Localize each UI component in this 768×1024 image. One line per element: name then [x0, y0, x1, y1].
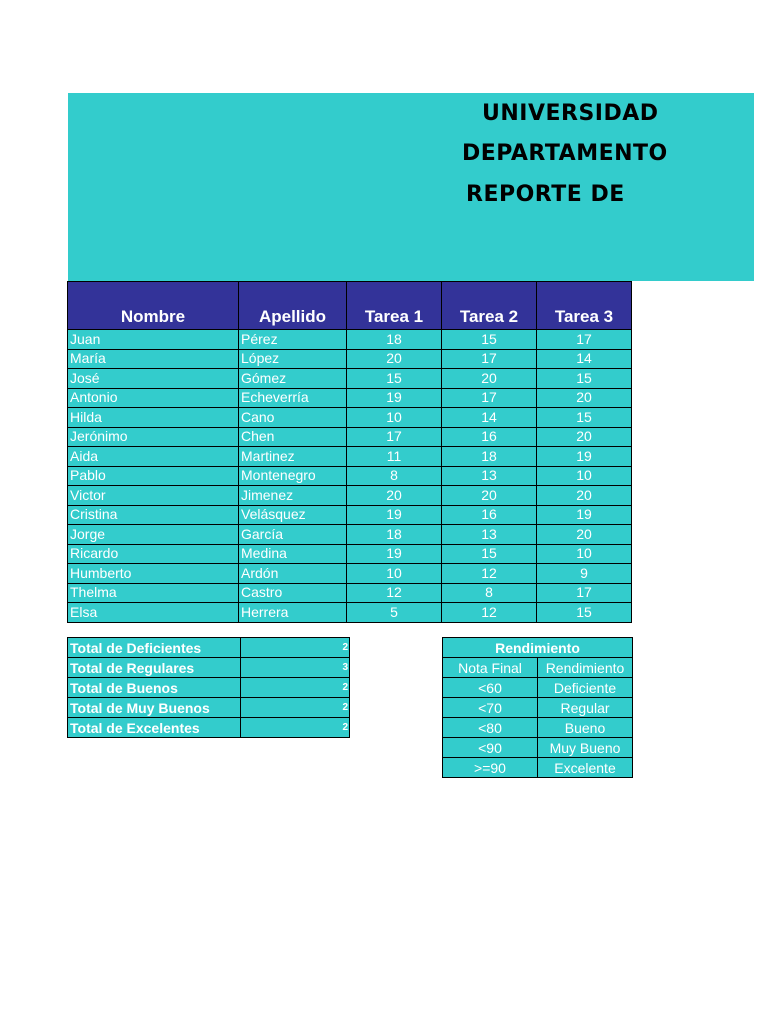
rendimiento-level: Bueno	[538, 718, 633, 738]
rendimiento-row	[443, 758, 633, 778]
table-cell-tarea-2: 20	[442, 486, 537, 506]
grades-body	[68, 330, 632, 623]
table-row	[68, 447, 632, 467]
table-cell-tarea-3: 10	[537, 466, 632, 486]
table-row	[68, 427, 632, 447]
table-cell-apellido: Martinez	[239, 447, 347, 467]
table-cell-nombre: Juan	[68, 330, 239, 350]
totals-label: Total de Deficientes	[68, 638, 241, 658]
totals-label: Total de Muy Buenos	[68, 698, 241, 718]
table-cell-tarea-1: 10	[347, 408, 442, 428]
table-cell-tarea-1: 18	[347, 525, 442, 545]
table-cell-apellido: Medina	[239, 544, 347, 564]
table-cell-tarea-1: 20	[347, 349, 442, 369]
table-cell-tarea-3: 20	[537, 486, 632, 506]
table-cell-nombre: José	[68, 369, 239, 389]
table-cell-tarea-1: 8	[347, 466, 442, 486]
totals-label: Total de Buenos	[68, 678, 241, 698]
table-cell-tarea-3: 20	[537, 427, 632, 447]
title-banner	[68, 93, 754, 281]
table-row	[68, 603, 632, 623]
rendimiento-nota: >=90	[443, 758, 538, 778]
table-cell-apellido: López	[239, 349, 347, 369]
rendimiento-row	[443, 698, 633, 718]
table-cell-apellido: Pérez	[239, 330, 347, 350]
totals-value: 2	[241, 638, 350, 658]
rendimiento-nota: <80	[443, 718, 538, 738]
table-row	[68, 486, 632, 506]
table-row	[68, 525, 632, 545]
table-cell-tarea-3: 19	[537, 447, 632, 467]
rendimiento-header-row	[443, 658, 633, 678]
table-cell-apellido: Echeverría	[239, 388, 347, 408]
title-report: REPORTE DE	[466, 182, 625, 207]
rendimiento-header-nota: Nota Final	[443, 658, 538, 678]
table-cell-tarea-2: 17	[442, 388, 537, 408]
table-cell-apellido: Castro	[239, 583, 347, 603]
totals-label: Total de Regulares	[68, 658, 241, 678]
table-cell-tarea-3: 15	[537, 408, 632, 428]
totals-label: Total de Excelentes	[68, 718, 241, 738]
rendimiento-title-row	[443, 638, 633, 658]
table-cell-tarea-3: 15	[537, 369, 632, 389]
table-cell-nombre: Antonio	[68, 388, 239, 408]
table-row	[68, 330, 632, 350]
table-cell-tarea-2: 18	[442, 447, 537, 467]
totals-value: 2	[241, 718, 350, 738]
rendimiento-row	[443, 678, 633, 698]
table-cell-nombre: Pablo	[68, 466, 239, 486]
table-row	[68, 505, 632, 525]
rendimiento-level: Muy Bueno	[538, 738, 633, 758]
title-department: DEPARTAMENTO	[462, 141, 668, 166]
table-cell-tarea-3: 20	[537, 388, 632, 408]
column-header-apellido: Apellido	[239, 282, 347, 330]
rendimiento-level: Regular	[538, 698, 633, 718]
table-cell-tarea-3: 17	[537, 583, 632, 603]
rendimiento-title: Rendimiento	[443, 638, 633, 658]
table-cell-tarea-2: 13	[442, 466, 537, 486]
table-cell-tarea-1: 10	[347, 564, 442, 584]
rendimiento-level: Deficiente	[538, 678, 633, 698]
table-cell-nombre: María	[68, 349, 239, 369]
table-cell-tarea-2: 14	[442, 408, 537, 428]
table-row	[68, 369, 632, 389]
totals-value: 2	[241, 698, 350, 718]
table-cell-tarea-3: 17	[537, 330, 632, 350]
title-clip	[68, 93, 668, 281]
rendimiento-body	[443, 678, 633, 778]
title-university: UNIVERSIDAD	[482, 101, 659, 126]
table-cell-tarea-2: 16	[442, 427, 537, 447]
totals-row	[68, 698, 350, 718]
table-cell-tarea-2: 13	[442, 525, 537, 545]
table-cell-tarea-2: 17	[442, 349, 537, 369]
table-cell-tarea-3: 9	[537, 564, 632, 584]
table-cell-nombre: Victor	[68, 486, 239, 506]
table-cell-nombre: Cristina	[68, 505, 239, 525]
rendimiento-nota: <90	[443, 738, 538, 758]
table-cell-tarea-3: 20	[537, 525, 632, 545]
table-cell-tarea-2: 15	[442, 330, 537, 350]
table-cell-apellido: Jimenez	[239, 486, 347, 506]
column-header-tarea-2: Tarea 2	[442, 282, 537, 330]
table-cell-tarea-3: 14	[537, 349, 632, 369]
table-cell-apellido: García	[239, 525, 347, 545]
table-cell-tarea-3: 19	[537, 505, 632, 525]
totals-body	[68, 638, 350, 738]
rendimiento-row	[443, 738, 633, 758]
table-cell-apellido: Herrera	[239, 603, 347, 623]
rendimiento-header-rendimiento: Rendimiento	[538, 658, 633, 678]
table-cell-tarea-1: 11	[347, 447, 442, 467]
table-cell-tarea-1: 19	[347, 544, 442, 564]
table-row	[68, 583, 632, 603]
table-cell-nombre: Jerónimo	[68, 427, 239, 447]
table-cell-tarea-1: 12	[347, 583, 442, 603]
rendimiento-level: Excelente	[538, 758, 633, 778]
table-row	[68, 466, 632, 486]
table-cell-tarea-2: 12	[442, 564, 537, 584]
table-cell-tarea-1: 18	[347, 330, 442, 350]
table-row	[68, 408, 632, 428]
table-cell-tarea-1: 5	[347, 603, 442, 623]
totals-row	[68, 658, 350, 678]
grades-header-row	[68, 282, 632, 330]
table-cell-tarea-2: 16	[442, 505, 537, 525]
rendimiento-row	[443, 718, 633, 738]
table-cell-nombre: Elsa	[68, 603, 239, 623]
rendimiento-table	[442, 637, 633, 778]
totals-row	[68, 638, 350, 658]
table-cell-apellido: Ardón	[239, 564, 347, 584]
column-header-tarea-3: Tarea 3	[537, 282, 632, 330]
table-cell-tarea-2: 12	[442, 603, 537, 623]
table-cell-apellido: Velásquez	[239, 505, 347, 525]
table-cell-tarea-1: 19	[347, 505, 442, 525]
table-row	[68, 388, 632, 408]
table-cell-nombre: Jorge	[68, 525, 239, 545]
table-row	[68, 544, 632, 564]
table-cell-tarea-1: 15	[347, 369, 442, 389]
table-cell-apellido: Chen	[239, 427, 347, 447]
totals-row	[68, 718, 350, 738]
totals-value: 3	[241, 658, 350, 678]
totals-table	[67, 637, 350, 738]
totals-row	[68, 678, 350, 698]
table-row	[68, 564, 632, 584]
table-cell-apellido: Montenegro	[239, 466, 347, 486]
grades-table	[67, 281, 632, 623]
rendimiento-nota: <70	[443, 698, 538, 718]
table-cell-nombre: Hilda	[68, 408, 239, 428]
table-cell-nombre: Humberto	[68, 564, 239, 584]
table-row	[68, 349, 632, 369]
rendimiento-nota: <60	[443, 678, 538, 698]
table-cell-tarea-1: 20	[347, 486, 442, 506]
table-cell-apellido: Gómez	[239, 369, 347, 389]
table-cell-nombre: Aida	[68, 447, 239, 467]
table-cell-nombre: Ricardo	[68, 544, 239, 564]
table-cell-tarea-3: 10	[537, 544, 632, 564]
table-cell-tarea-1: 17	[347, 427, 442, 447]
table-cell-apellido: Cano	[239, 408, 347, 428]
table-cell-tarea-1: 19	[347, 388, 442, 408]
table-cell-tarea-2: 8	[442, 583, 537, 603]
totals-value: 2	[241, 678, 350, 698]
table-cell-tarea-2: 20	[442, 369, 537, 389]
table-cell-tarea-2: 15	[442, 544, 537, 564]
table-cell-tarea-3: 15	[537, 603, 632, 623]
table-cell-nombre: Thelma	[68, 583, 239, 603]
column-header-nombre: Nombre	[68, 282, 239, 330]
column-header-tarea-1: Tarea 1	[347, 282, 442, 330]
